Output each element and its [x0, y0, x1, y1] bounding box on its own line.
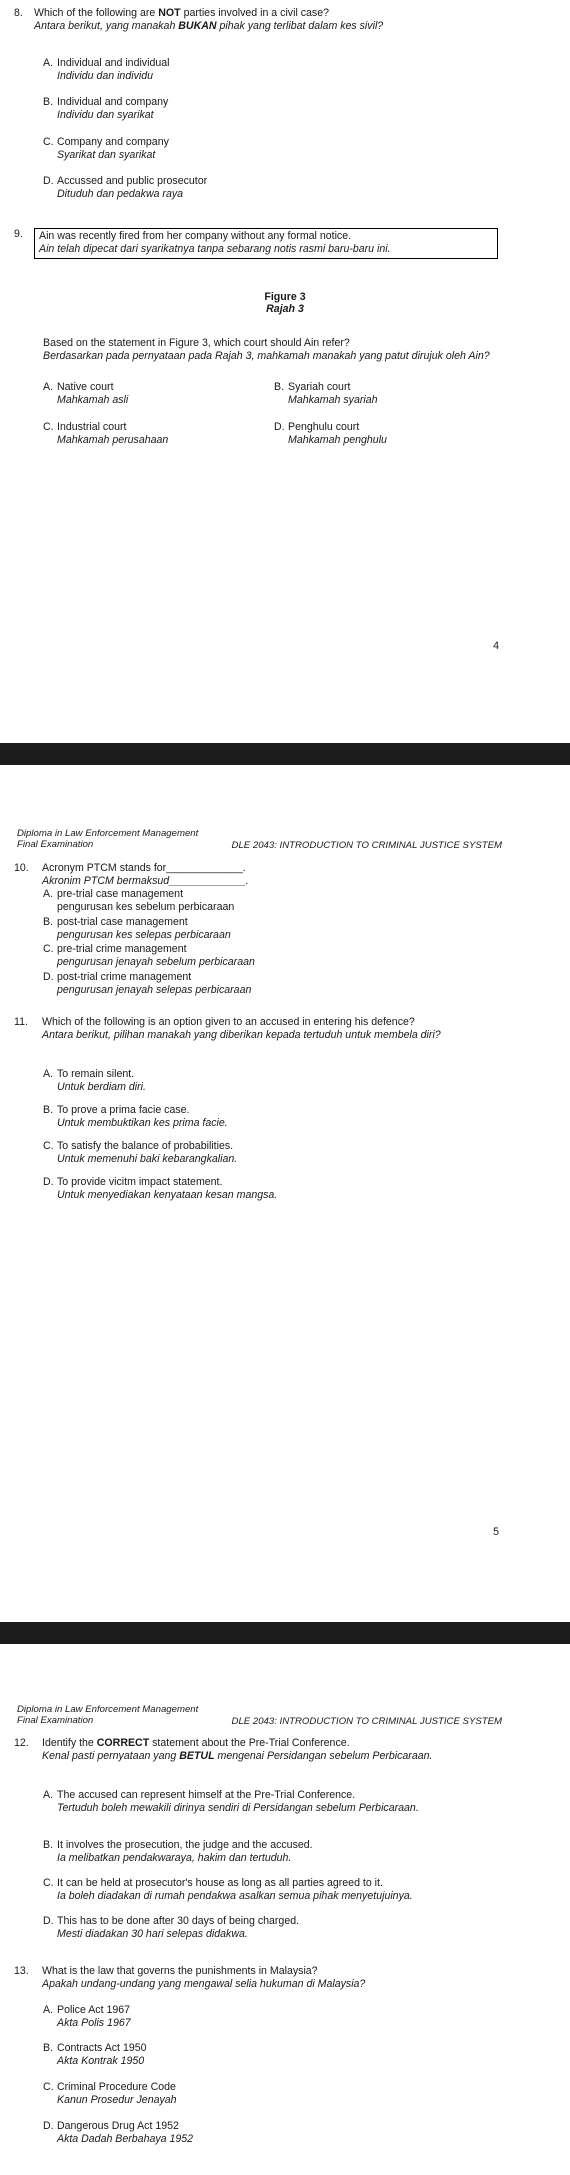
question-stem-en: What is the law that governs the punishments in Malaysia?: [42, 1965, 318, 1977]
page-number: 4: [493, 640, 499, 652]
question-stem-en: Based on the statement in Figure 3, which court should Ain refer?: [43, 337, 350, 349]
option-9b[interactable]: B. Syariah court Mahkamah syariah: [274, 381, 378, 406]
option-8d[interactable]: D. Accussed and public prosecutor Dituduh dan pedakwa raya: [43, 175, 208, 200]
figure-text-ms: Ain telah dipecat dari syarikatnya tanpa sebarang notis rasmi baru-baru ini.: [39, 242, 391, 255]
option-8a[interactable]: A. Individual and individual Individu dan individu: [43, 57, 170, 82]
option-12a[interactable]: A. The accused can represent himself at the Pre-Trial Conference. Tertuduh boleh mewakili dirinya sendiri di Persidangan sebelum Perbicaraan.: [43, 1789, 419, 1814]
option-9c[interactable]: C. Industrial court Mahkamah perusahaan: [43, 421, 169, 446]
option-11c[interactable]: C. To satisfy the balance of probabilities. Untuk memenuhi baki kebarangkalian.: [43, 1140, 238, 1165]
option-10a[interactable]: A. pre-trial case management pengurusan kes sebelum perbicaraan: [43, 888, 235, 913]
question-9-stem: [43, 337, 503, 363]
option-8c[interactable]: C. Company and company Syarikat dan syarikat: [43, 136, 169, 161]
exam-page-5: [0, 765, 570, 1622]
option-12b[interactable]: B. It involves the prosecution, the judge and the accused. Ia melibatkan pendakwaraya, hakim dan tertuduh.: [43, 1839, 313, 1864]
option-11d[interactable]: D. To provide vicitm impact statement. Untuk menyediakan kenyataan kesan mangsa.: [43, 1176, 278, 1201]
header-right: DLE 2043: INTRODUCTION TO CRIMINAL JUSTICE SYSTEM: [231, 840, 502, 851]
option-10d[interactable]: D. post-trial crime management pengurusan jenayah selepas perbicaraan: [43, 971, 252, 996]
exam-page-4: [0, 0, 570, 743]
question-11: [14, 1016, 534, 1042]
option-11b[interactable]: B. To prove a prima facie case. Untuk membuktikan kes prima facie.: [43, 1104, 228, 1129]
question-number: 13.: [14, 1965, 29, 1977]
question-stem-ms: Berdasarkan pada pernyataan pada Rajah 3, mahkamah manakah yang patut dirujuk oleh Ain?: [43, 349, 490, 362]
question-number: 11.: [14, 1016, 28, 1028]
question-8: [14, 7, 534, 33]
option-10c[interactable]: C. pre-trial crime management pengurusan jenayah sebelum perbicaraan: [43, 943, 255, 968]
page-separator: [0, 1622, 570, 1644]
question-number: 9.: [14, 228, 23, 240]
question-10: [14, 862, 534, 888]
header-left: Diploma in Law Enforcement Management Final Examination: [17, 1704, 199, 1727]
question-number: 8.: [14, 7, 23, 19]
question-stem-en: Which of the following is an option given to an accused in entering his defence?: [42, 1016, 415, 1028]
option-12c[interactable]: C. It can be held at prosecutor's house as long as all parties agreed to it. Ia boleh diadakan di rumah pendakwa asalkan semua pihak menyetujuinya.: [43, 1877, 413, 1902]
question-stem-ms: Akronim PTCM bermaksud_____________.: [42, 874, 249, 887]
option-13a[interactable]: A. Police Act 1967 Akta Polis 1967: [43, 2004, 131, 2029]
question-stem-ms: Apakah undang-undang yang mengawal selia hukuman di Malaysia?: [42, 1977, 366, 1990]
question-13: [14, 1965, 534, 1991]
page-separator: [0, 743, 570, 765]
option-12d[interactable]: D. This has to be done after 30 days of being charged. Mesti diadakan 30 hari selepas didakwa.: [43, 1915, 300, 1940]
question-number: 12.: [14, 1737, 29, 1749]
option-13b[interactable]: B. Contracts Act 1950 Akta Kontrak 1950: [43, 2042, 147, 2067]
question-9: [14, 228, 534, 259]
question-stem-en: Which of the following are NOT parties involved in a civil case?: [34, 7, 330, 19]
question-12: [14, 1737, 534, 1763]
option-13d[interactable]: D. Dangerous Drug Act 1952 Akta Dadah Berbahaya 1952: [43, 2120, 194, 2145]
question-stem-ms: Antara berikut, pilihan manakah yang diberikan kepada tertuduh untuk membela diri?: [42, 1028, 441, 1041]
question-stem-ms: Antara berikut, yang manakah BUKAN pihak yang terlibat dalam kes sivil?: [34, 19, 384, 32]
option-13c[interactable]: C. Criminal Procedure Code Kanun Prosedur Jenayah: [43, 2081, 177, 2106]
option-11a[interactable]: A. To remain silent. Untuk berdiam diri.: [43, 1068, 146, 1093]
option-10b[interactable]: B. post-trial case management pengurusan kes selepas perbicaraan: [43, 916, 231, 941]
option-8b[interactable]: B. Individual and company Individu dan syarikat: [43, 96, 169, 121]
question-stem-en: Acronym PTCM stands for_____________.: [42, 862, 246, 874]
figure-text-en: Ain was recently fired from her company without any formal notice.: [39, 230, 352, 242]
figure-3-box: [34, 228, 498, 259]
header-right: DLE 2043: INTRODUCTION TO CRIMINAL JUSTICE SYSTEM: [231, 1716, 502, 1727]
option-9d[interactable]: D. Penghulu court Mahkamah penghulu: [274, 421, 387, 446]
question-stem-ms: Kenal pasti pernyataan yang BETUL mengenai Persidangan sebelum Perbicaraan.: [42, 1749, 433, 1762]
page-number: 5: [493, 1526, 499, 1538]
header-left: Diploma in Law Enforcement Management Final Examination: [17, 828, 199, 851]
option-9a[interactable]: A. Native court Mahkamah asli: [43, 381, 129, 406]
question-stem-en: Identify the CORRECT statement about the Pre-Trial Conference.: [42, 1737, 350, 1749]
question-number: 10.: [14, 862, 29, 874]
exam-page-6: [0, 1644, 570, 2175]
figure-caption-en: Figure 3: [264, 291, 306, 303]
figure-caption-ms: Rajah 3: [266, 303, 304, 315]
